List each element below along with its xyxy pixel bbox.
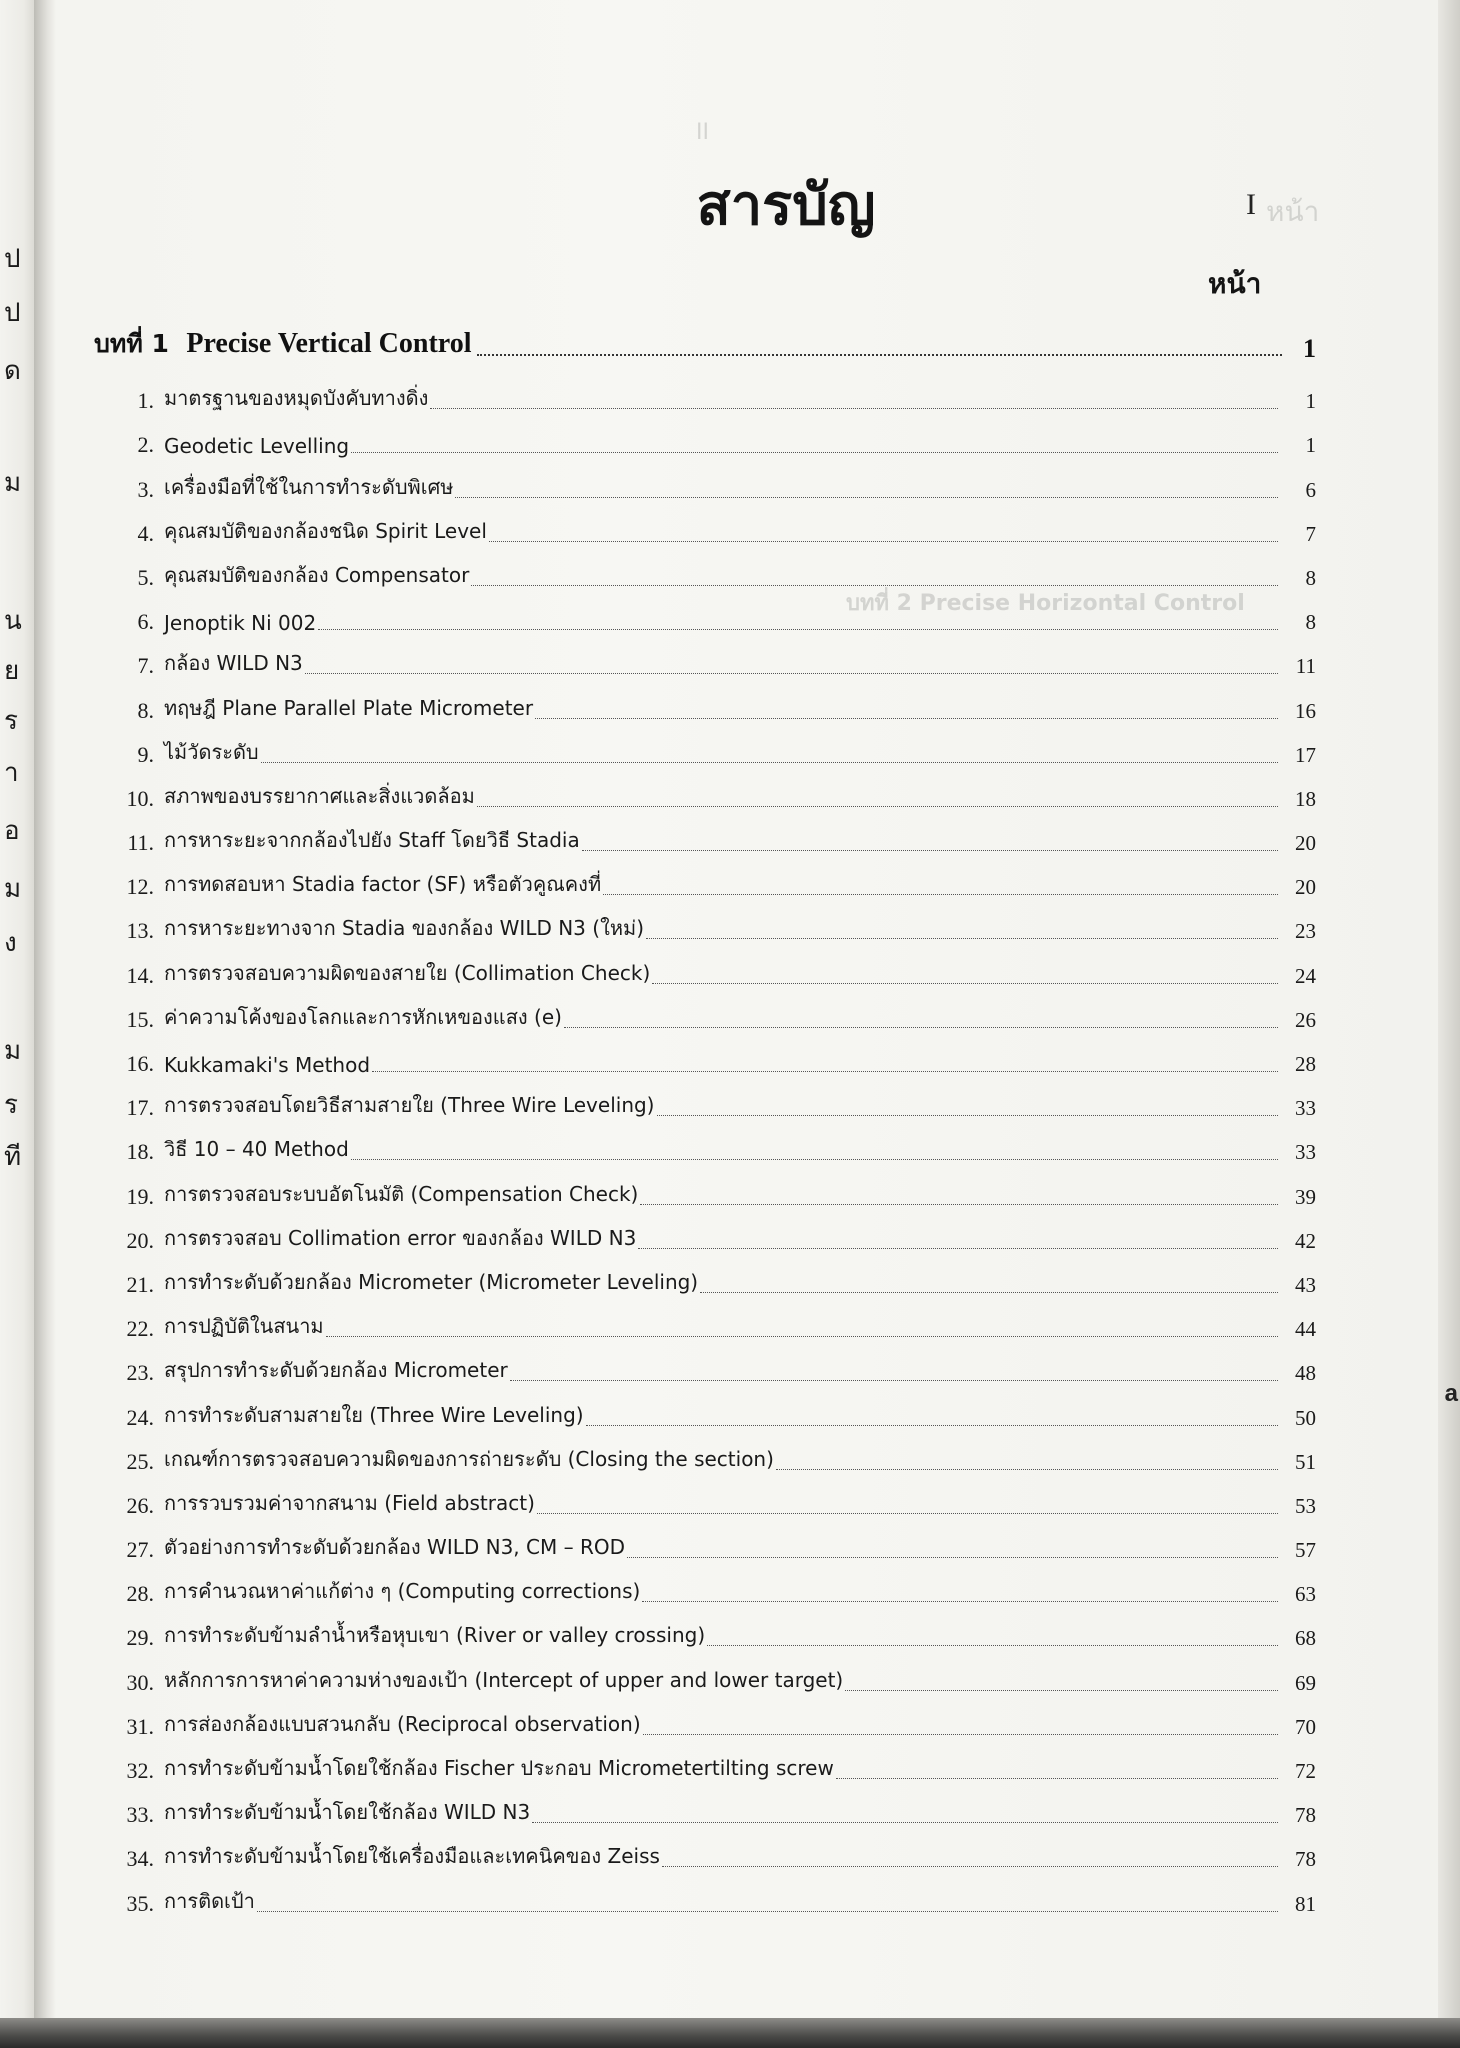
toc-entry[interactable] <box>94 858 1316 902</box>
toc-entry-number: 33. <box>126 1802 154 1828</box>
toc-entry-page: 1 <box>1305 389 1316 414</box>
toc-entry-title: การหาระยะจากกล้องไปยัง Staff โดยวิธี Stadia <box>164 828 580 853</box>
toc-entry-title: Jenoptik Ni 002 <box>164 611 317 636</box>
toc-entry-page: 68 <box>1295 1626 1316 1651</box>
toc-entry-number: 6. <box>137 609 154 635</box>
toc-entry-number: 23. <box>126 1360 154 1386</box>
dot-leader <box>586 1425 1278 1426</box>
toc-entry-page: 8 <box>1305 610 1316 635</box>
toc-entry-page: 53 <box>1295 1493 1316 1518</box>
toc-entry[interactable] <box>94 1521 1316 1565</box>
edge-letter: a <box>1444 1380 1458 1407</box>
toc-entry-page: 6 <box>1305 477 1316 502</box>
toc-entry-number: 27. <box>126 1537 154 1563</box>
edge-letter: ร <box>4 1090 18 1120</box>
edge-letter: ม <box>4 1036 22 1066</box>
toc-entry-title: การทำระดับข้ามน้ำโดยใช้เครื่องมือและเทคนิคของ Zeiss <box>164 1844 660 1869</box>
toc-entry-page: 18 <box>1295 786 1316 811</box>
dot-leader <box>662 1866 1278 1867</box>
roman-page-number: I <box>1246 188 1256 221</box>
toc-entry-number: 24. <box>126 1404 154 1430</box>
dot-leader <box>603 894 1278 895</box>
toc-entry[interactable] <box>94 1653 1316 1697</box>
chapter-label <box>94 324 471 364</box>
dot-leader <box>510 1380 1278 1381</box>
toc-entry-number: 31. <box>126 1713 154 1739</box>
toc-entry-page: 33 <box>1295 1096 1316 1121</box>
toc-entry[interactable] <box>94 372 1316 416</box>
toc-entry[interactable] <box>94 1212 1316 1256</box>
toc-entry-page: 70 <box>1295 1714 1316 1739</box>
toc-entry-title: การทำระดับด้วยกล้อง Micrometer (Micrometer Leveling) <box>164 1269 699 1294</box>
toc-entry-title: การคำนวณหาค่าแก้ต่าง ๆ (Computing corrections) <box>164 1579 641 1604</box>
bleed-through-text: บทที่ 2 Precise Horizontal Control <box>846 591 1245 616</box>
toc-entry-title: เกณฑ์การตรวจสอบความผิดของการถ่ายระดับ (Closing the section) <box>164 1446 774 1471</box>
toc-entry-title: คุณสมบัติของกล้องชนิด Spirit Level <box>164 518 487 543</box>
toc-entry-title: Geodetic Levelling <box>164 434 350 459</box>
toc-entry-number: 1. <box>137 388 154 414</box>
toc-list <box>94 372 1316 1919</box>
dot-leader <box>700 1292 1278 1293</box>
edge-letter: ป <box>4 298 21 328</box>
toc-entry[interactable] <box>94 1388 1316 1432</box>
toc-entry-number: 26. <box>126 1492 154 1518</box>
book-spine <box>34 0 56 2048</box>
toc-entry-page: 26 <box>1295 1007 1316 1032</box>
toc-entry-number: 16. <box>126 1051 154 1076</box>
bleed-through-text: หน้า <box>1266 195 1320 228</box>
edge-letter: ด <box>4 356 21 386</box>
dot-leader <box>836 1778 1278 1779</box>
dot-leader <box>351 1159 1278 1160</box>
toc-entry[interactable] <box>94 1565 1316 1609</box>
toc-page <box>56 0 1460 2030</box>
toc-entry-number: 14. <box>126 962 154 988</box>
toc-entry-title: การหาระยะทางจาก Stadia ของกล้อง WILD N3 (ใหม่) <box>164 916 644 941</box>
toc-entry-number: 10. <box>126 785 154 811</box>
edge-letter: ม <box>4 874 22 904</box>
toc-entry-number: 29. <box>126 1625 154 1651</box>
dot-leader <box>657 1115 1279 1116</box>
dot-leader <box>261 762 1278 763</box>
toc-entry-number: 11. <box>127 830 154 856</box>
dot-leader <box>707 1645 1278 1646</box>
toc-entry-title: สรุปการทำระดับด้วยกล้อง Micrometer <box>164 1358 508 1383</box>
toc-entry-title: วิธี 10 – 40 Method <box>164 1137 349 1162</box>
toc-entry-title: หลักการการหาค่าความห่างของเป้า (Intercept of upper and lower target) <box>164 1667 844 1692</box>
toc-entry-page: 28 <box>1295 1052 1316 1076</box>
toc-entry[interactable] <box>94 1167 1316 1211</box>
dot-leader <box>582 850 1278 851</box>
toc-entry-title: การตรวจสอบโดยวิธีสามสายใย (Three Wire Leveling) <box>164 1093 655 1118</box>
dot-leader <box>477 354 1282 356</box>
toc-entry-title: ตัวอย่างการทำระดับด้วยกล้อง WILD N3, CM – ROD <box>164 1535 625 1560</box>
edge-letter: ร <box>4 706 18 736</box>
toc-entry-page: 23 <box>1295 919 1316 944</box>
page-column-label: หน้า <box>1208 267 1262 300</box>
toc-entry-number: 15. <box>126 1006 154 1032</box>
edge-letter: ม <box>4 468 22 498</box>
toc-entry-page: 8 <box>1305 565 1316 590</box>
toc-entry-title: การทำระดับข้ามน้ำโดยใช้กล้อง Fischer ประกอบ Micrometertilting screw <box>164 1756 834 1780</box>
edge-letter: อ <box>4 816 20 846</box>
dot-leader <box>489 541 1278 542</box>
dot-leader <box>642 1601 1278 1602</box>
toc-entry[interactable] <box>94 460 1316 504</box>
toc-entry-page: 16 <box>1295 698 1316 723</box>
dot-leader <box>627 1557 1278 1558</box>
toc-entry-title: การตรวจสอบ Collimation error ของกล้อง WILD N3 <box>164 1225 637 1250</box>
toc-entry[interactable] <box>94 1786 1316 1830</box>
toc-entry-number: 21. <box>126 1271 154 1297</box>
bleed-through-text: II <box>696 120 709 145</box>
dot-leader <box>351 452 1278 453</box>
toc-entry[interactable] <box>94 505 1316 549</box>
toc-entry[interactable] <box>94 549 1316 593</box>
toc-entry-title: การส่องกล้องแบบสวนกลับ (Reciprocal observation) <box>164 1711 641 1736</box>
toc-entry-number: 28. <box>126 1581 154 1607</box>
toc-entry-number: 7. <box>137 653 154 679</box>
toc-entry-number: 19. <box>126 1183 154 1209</box>
toc-entry-number: 32. <box>126 1758 154 1783</box>
toc-entry-title: การตรวจสอบระบบอัตโนมัติ (Compensation Check) <box>164 1181 639 1206</box>
dot-leader <box>640 1204 1278 1205</box>
toc-entry-number: 20. <box>126 1227 154 1253</box>
edge-letter: า <box>4 758 19 788</box>
toc-entry-page: 50 <box>1295 1405 1316 1430</box>
toc-entry-page: 24 <box>1295 963 1316 988</box>
toc-entry-page: 42 <box>1295 1228 1316 1253</box>
toc-entry-number: 35. <box>126 1890 154 1916</box>
dot-leader <box>318 629 1278 630</box>
toc-entry-page: 78 <box>1295 1847 1316 1872</box>
toc-entry-page: 44 <box>1295 1317 1316 1342</box>
dot-leader <box>532 1822 1278 1823</box>
toc-entry-page: 78 <box>1295 1803 1316 1828</box>
toc-entry[interactable] <box>94 770 1316 814</box>
toc-entry-page: 43 <box>1295 1272 1316 1297</box>
toc-entry[interactable] <box>94 991 1316 1035</box>
toc-entry-page: 63 <box>1295 1582 1316 1607</box>
toc-entry-number: 3. <box>137 476 154 502</box>
edge-letter: ป <box>4 244 21 274</box>
dot-leader <box>326 1336 1278 1337</box>
toc-entry[interactable] <box>94 593 1316 637</box>
toc-entry[interactable] <box>94 1344 1316 1388</box>
toc-entry-page: 20 <box>1295 831 1316 856</box>
toc-entry[interactable] <box>94 1300 1316 1344</box>
edge-letter: น <box>4 606 22 636</box>
toc-entry-title: การตรวจสอบความผิดของสายใย (Collimation Check) <box>164 960 651 985</box>
toc-entry-title: ไม้วัดระดับ <box>164 739 259 764</box>
toc-entry[interactable] <box>94 637 1316 681</box>
toc-entry[interactable] <box>94 1830 1316 1874</box>
toc-entry-title: เครื่องมือที่ใช้ในการทำระดับพิเศษ <box>164 474 454 499</box>
toc-entry-page: 72 <box>1295 1759 1316 1783</box>
dot-leader <box>646 938 1278 939</box>
toc-entry-number: 18. <box>126 1139 154 1165</box>
dot-leader <box>652 983 1278 984</box>
toc-entry-number: 5. <box>137 564 154 590</box>
toc-entry[interactable] <box>94 1035 1316 1079</box>
dot-leader <box>257 1911 1278 1912</box>
toc-entry-number: 8. <box>137 697 154 723</box>
facing-page-edge <box>0 0 34 2048</box>
toc-entry-title: การทำระดับข้ามลำน้ำหรือหุบเขา (River or valley crossing) <box>164 1623 706 1648</box>
toc-entry-title: การปฏิบัติในสนาม <box>164 1314 324 1339</box>
toc-entry[interactable] <box>94 1123 1316 1167</box>
toc-entry[interactable] <box>94 416 1316 460</box>
dot-leader <box>537 1513 1278 1514</box>
toc-entry-title: การทำระดับข้ามน้ำโดยใช้กล้อง WILD N3 <box>164 1800 531 1825</box>
toc-entry-number: 30. <box>126 1669 154 1695</box>
toc-entry-title: สภาพของบรรยากาศและสิ่งแวดล้อม <box>164 783 475 808</box>
toc-entry-title: กล้อง WILD N3 <box>164 651 303 676</box>
toc-entry-number: 4. <box>137 520 154 546</box>
page-bottom-shadow <box>0 2018 1460 2048</box>
dot-leader <box>643 1734 1278 1735</box>
toc-entry-page: 57 <box>1295 1538 1316 1563</box>
chapter-heading[interactable] <box>94 320 1316 364</box>
toc-entry-title: การทดสอบหา Stadia factor (SF) หรือตัวคูณคงที่ <box>164 872 602 897</box>
toc-entry-number: 22. <box>126 1316 154 1342</box>
toc-entry-number: 2. <box>137 432 154 458</box>
toc-entry-page: 51 <box>1295 1449 1316 1474</box>
toc-entry-page: 48 <box>1295 1361 1316 1386</box>
dot-leader <box>305 673 1278 674</box>
toc-entry[interactable] <box>94 814 1316 858</box>
toc-entry-page: 33 <box>1295 1140 1316 1165</box>
dot-leader <box>455 497 1278 498</box>
toc-entry-number: 9. <box>137 741 154 767</box>
toc-entry-number: 12. <box>126 874 154 900</box>
toc-entry-title: การติดเป้า <box>164 1888 255 1913</box>
toc-entry-number: 25. <box>126 1448 154 1474</box>
dot-leader <box>430 408 1278 409</box>
toc-entry-number: 13. <box>126 918 154 944</box>
dot-leader <box>372 1071 1278 1072</box>
toc-entry-number: 34. <box>126 1846 154 1872</box>
toc-entry-title: ทฤษฎี Plane Parallel Plate Micrometer <box>164 695 534 720</box>
chapter-title: Precise Vertical Control <box>186 328 472 359</box>
edge-letter: ง <box>4 928 17 958</box>
toc-entry-page: 11 <box>1295 654 1316 679</box>
toc-entry-title: Kukkamaki's Method <box>164 1053 371 1077</box>
toc-entry-title: การรวบรวมค่าจากสนาม (Field abstract) <box>164 1490 535 1515</box>
toc-entry[interactable] <box>94 902 1316 946</box>
toc-entry-page: 1 <box>1305 433 1316 458</box>
edge-letter: ที <box>4 1142 22 1172</box>
toc-entry[interactable] <box>94 1874 1316 1918</box>
dot-leader <box>535 718 1278 719</box>
dot-leader <box>477 806 1278 807</box>
toc-entry[interactable] <box>94 946 1316 990</box>
toc-entry-title: การทำระดับสามสายใย (Three Wire Leveling) <box>164 1402 584 1427</box>
chapter-prefix: บทที่ 1 <box>94 329 169 358</box>
edge-letter: ย <box>4 656 20 686</box>
toc-entry-page: 81 <box>1295 1891 1316 1916</box>
page-title: สารบัญ <box>696 173 876 238</box>
toc-entry[interactable] <box>94 1256 1316 1300</box>
toc-entry[interactable] <box>94 1433 1316 1477</box>
toc-entry-title: คุณสมบัติของกล้อง Compensator <box>164 562 470 587</box>
toc-entry-page: 39 <box>1295 1184 1316 1209</box>
toc-entry[interactable] <box>94 726 1316 770</box>
dot-leader <box>564 1027 1278 1028</box>
dot-leader <box>471 585 1278 586</box>
toc-entry[interactable] <box>94 1477 1316 1521</box>
toc-entry[interactable] <box>94 1609 1316 1653</box>
right-page-edge <box>1438 0 1460 2030</box>
dot-leader <box>845 1690 1278 1691</box>
toc-entry[interactable] <box>94 1742 1316 1786</box>
toc-entry-title: ค่าความโค้งของโลกและการหักเหของแสง (e) <box>164 1004 562 1029</box>
toc-entry-page: 69 <box>1295 1670 1316 1695</box>
toc-entry-page: 7 <box>1305 521 1316 546</box>
dot-leader <box>776 1469 1278 1470</box>
toc-entry-number: 17. <box>126 1095 154 1121</box>
toc-entry-page: 17 <box>1295 742 1316 767</box>
dot-leader <box>638 1248 1278 1249</box>
toc-entry-title: มาตรฐานของหมุดบังคับทางดิ่ง <box>164 386 429 411</box>
chapter-page: 1 <box>1303 334 1316 363</box>
toc-entry[interactable] <box>94 1698 1316 1742</box>
toc-entry[interactable] <box>94 1079 1316 1123</box>
toc-entry-page: 20 <box>1295 875 1316 900</box>
toc-entry[interactable] <box>94 681 1316 725</box>
